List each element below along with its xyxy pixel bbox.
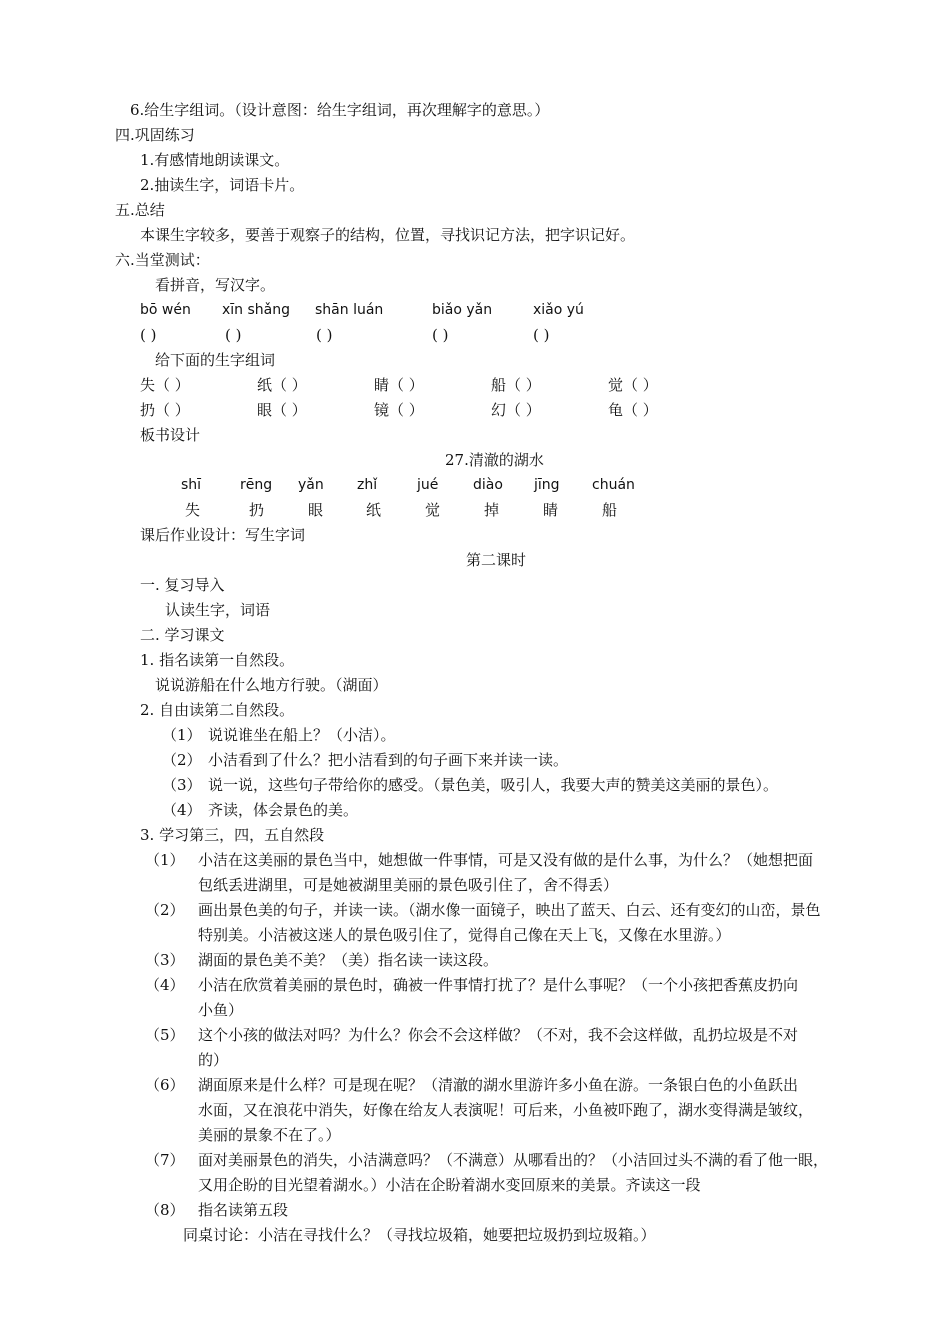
board-pinyin: jué [417,477,439,493]
pinyin-test-item: bō wén [140,302,191,318]
homework-line: 课后作业设计：写生字词 [140,526,306,544]
sub2-num: （3） [162,776,202,794]
word-task-label: 给下面的生字组词 [155,351,276,369]
sub3-line: 包纸丢进湖里，可是她被湖里美丽的景色吸引住了，舍不得丢） [198,876,619,894]
board-char: 船 [602,501,618,519]
board-char: 失 [185,501,201,519]
word-blank[interactable]: 纸（ ） [257,376,307,394]
answer-blank[interactable]: ( ) [533,326,550,344]
step-6-text: 6.给生字组词。（设计意图：给生字组词，再次理解字的意思。） [130,101,550,119]
board-pinyin: diào [473,477,503,493]
practice-item-1: 1.有感情地朗读课文。 [140,151,290,169]
sub3-line: 湖面原来是什么样？可是现在呢？（清澈的湖水里游许多小鱼在游。一条银白色的小鱼跃出 [198,1076,799,1094]
sub2-num: （2） [162,751,202,769]
sub3-line: 指名读第五段 [198,1201,289,1219]
word-blank[interactable]: 睛（ ） [374,376,424,394]
board-char: 掉 [484,501,500,519]
sub3-line: 特别美。小洁被这迷人的景色吸引住了，觉得自己像在天上飞，又像在水里游。） [198,926,731,944]
sub3-line: 小洁在欣赏着美丽的景色时，确被一件事情打扰了？是什么事呢？（一个小孩把香蕉皮扔向 [198,976,799,994]
sub2-text: 齐读，体会景色的美。 [208,801,359,819]
lesson-title: 27.清澈的湖水 [445,451,544,469]
word-blank[interactable]: 幻（ ） [491,401,541,419]
section-5-heading: 五.总结 [115,201,165,219]
step-2: 2. 自由读第二自然段。 [140,701,295,719]
summary-text: 本课生字较多，要善于观察子的结构，位置，寻找识记方法，把字识记好。 [140,226,636,244]
sub3-line: 这个小孩的做法对吗？为什么？你会不会这样做？（不对，我不会这样做，乱扔垃圾是不对 [198,1026,799,1044]
word-blank[interactable]: 龟（ ） [608,401,658,419]
section-4-heading: 四.巩固练习 [115,126,195,144]
board-pinyin: yǎn [298,477,324,493]
discussion-text: 同桌讨论：小洁在寻找什么？（寻找垃圾箱，她要把垃圾扔到垃圾箱。） [183,1226,656,1244]
step-1-question: 说说游船在什么地方行驶。（湖面） [155,676,388,694]
board-design-label: 板书设计 [140,426,201,444]
sub3-line: 又用企盼的目光望着湖水。）小洁在企盼着湖水变回原来的美景。齐读这一段 [198,1176,701,1194]
review-heading: 一. 复习导入 [140,576,225,594]
second-lesson-title: 第二课时 [466,551,527,569]
pinyin-test-item: xiǎo yú [533,302,584,318]
step-1: 1. 指名读第一自然段。 [140,651,295,669]
board-pinyin: rēng [240,477,273,493]
sub3-num: （7） [145,1151,185,1169]
word-blank[interactable]: 眼（ ） [257,401,307,419]
word-blank[interactable]: 失（ ） [140,376,190,394]
sub2-text: 说一说，这些句子带给你的感受。（景色美，吸引人，我要大声的赞美这美丽的景色）。 [208,776,779,794]
answer-blank[interactable]: ( ) [225,326,242,344]
pinyin-test-item: shān luán [315,302,384,318]
section-6-heading: 六.当堂测试： [115,251,210,269]
board-char: 眼 [308,501,324,519]
pinyin-test-item: xīn shǎng [222,302,291,318]
sub3-line: 的） [198,1051,229,1069]
study-heading: 二. 学习课文 [140,626,225,644]
sub2-num: （1） [162,726,202,744]
sub3-line: 美丽的景象不在了。） [198,1126,341,1144]
pinyin-task-label: 看拼音，写汉字。 [155,276,276,294]
board-pinyin: shī [181,477,202,493]
sub2-text: 说说谁坐在船上？（小洁）。 [208,726,396,744]
answer-blank[interactable]: ( ) [432,326,449,344]
board-pinyin: zhǐ [357,477,378,493]
answer-blank[interactable]: ( ) [316,326,333,344]
sub3-num: （8） [145,1201,185,1219]
sub3-line: 湖面的景色美不美？（美）指名读一读这段。 [198,951,499,969]
board-char: 睛 [543,501,559,519]
sub3-line: 面对美丽景色的消失，小洁满意吗？（不满意）从哪看出的？（小洁回过头不满的看了他一眼， [198,1151,829,1169]
word-blank[interactable]: 船（ ） [491,376,541,394]
step-3: 3. 学习第三，四，五自然段 [140,826,325,844]
practice-item-2: 2.抽读生字，词语卡片。 [140,176,305,194]
sub3-line: 小鱼） [198,1001,244,1019]
pinyin-test-item: biǎo yǎn [432,302,493,318]
word-blank[interactable]: 镜（ ） [374,401,424,419]
word-blank[interactable]: 觉（ ） [608,376,658,394]
sub3-num: （2） [145,901,185,919]
board-char: 纸 [366,501,382,519]
board-char: 觉 [425,501,441,519]
sub2-text: 小洁看到了什么？把小洁看到的句子画下来并读一读。 [208,751,569,769]
review-text: 认读生字，词语 [165,601,271,619]
board-char: 扔 [249,501,265,519]
word-blank[interactable]: 扔（ ） [140,401,190,419]
board-pinyin: jīng [534,477,560,493]
sub3-line: 水面，又在浪花中消失，好像在给友人表演呢！可后来，小鱼被吓跑了，湖水变得满是皱纹， [198,1101,814,1119]
board-pinyin: chuán [592,477,635,493]
sub3-num: （6） [145,1076,185,1094]
sub3-line: 画出景色美的句子，并读一读。（湖水像一面镜子，映出了蓝天、白云、还有变幻的山峦，景色 [198,901,821,919]
sub3-num: （4） [145,976,185,994]
sub3-num: （5） [145,1026,185,1044]
sub3-line: 小洁在这美丽的景色当中，她想做一件事情，可是又没有做的是什么事，为什么？（她想把面 [198,851,814,869]
sub2-num: （4） [162,801,202,819]
sub3-num: （3） [145,951,185,969]
sub3-num: （1） [145,851,185,869]
answer-blank[interactable]: ( ) [140,326,157,344]
